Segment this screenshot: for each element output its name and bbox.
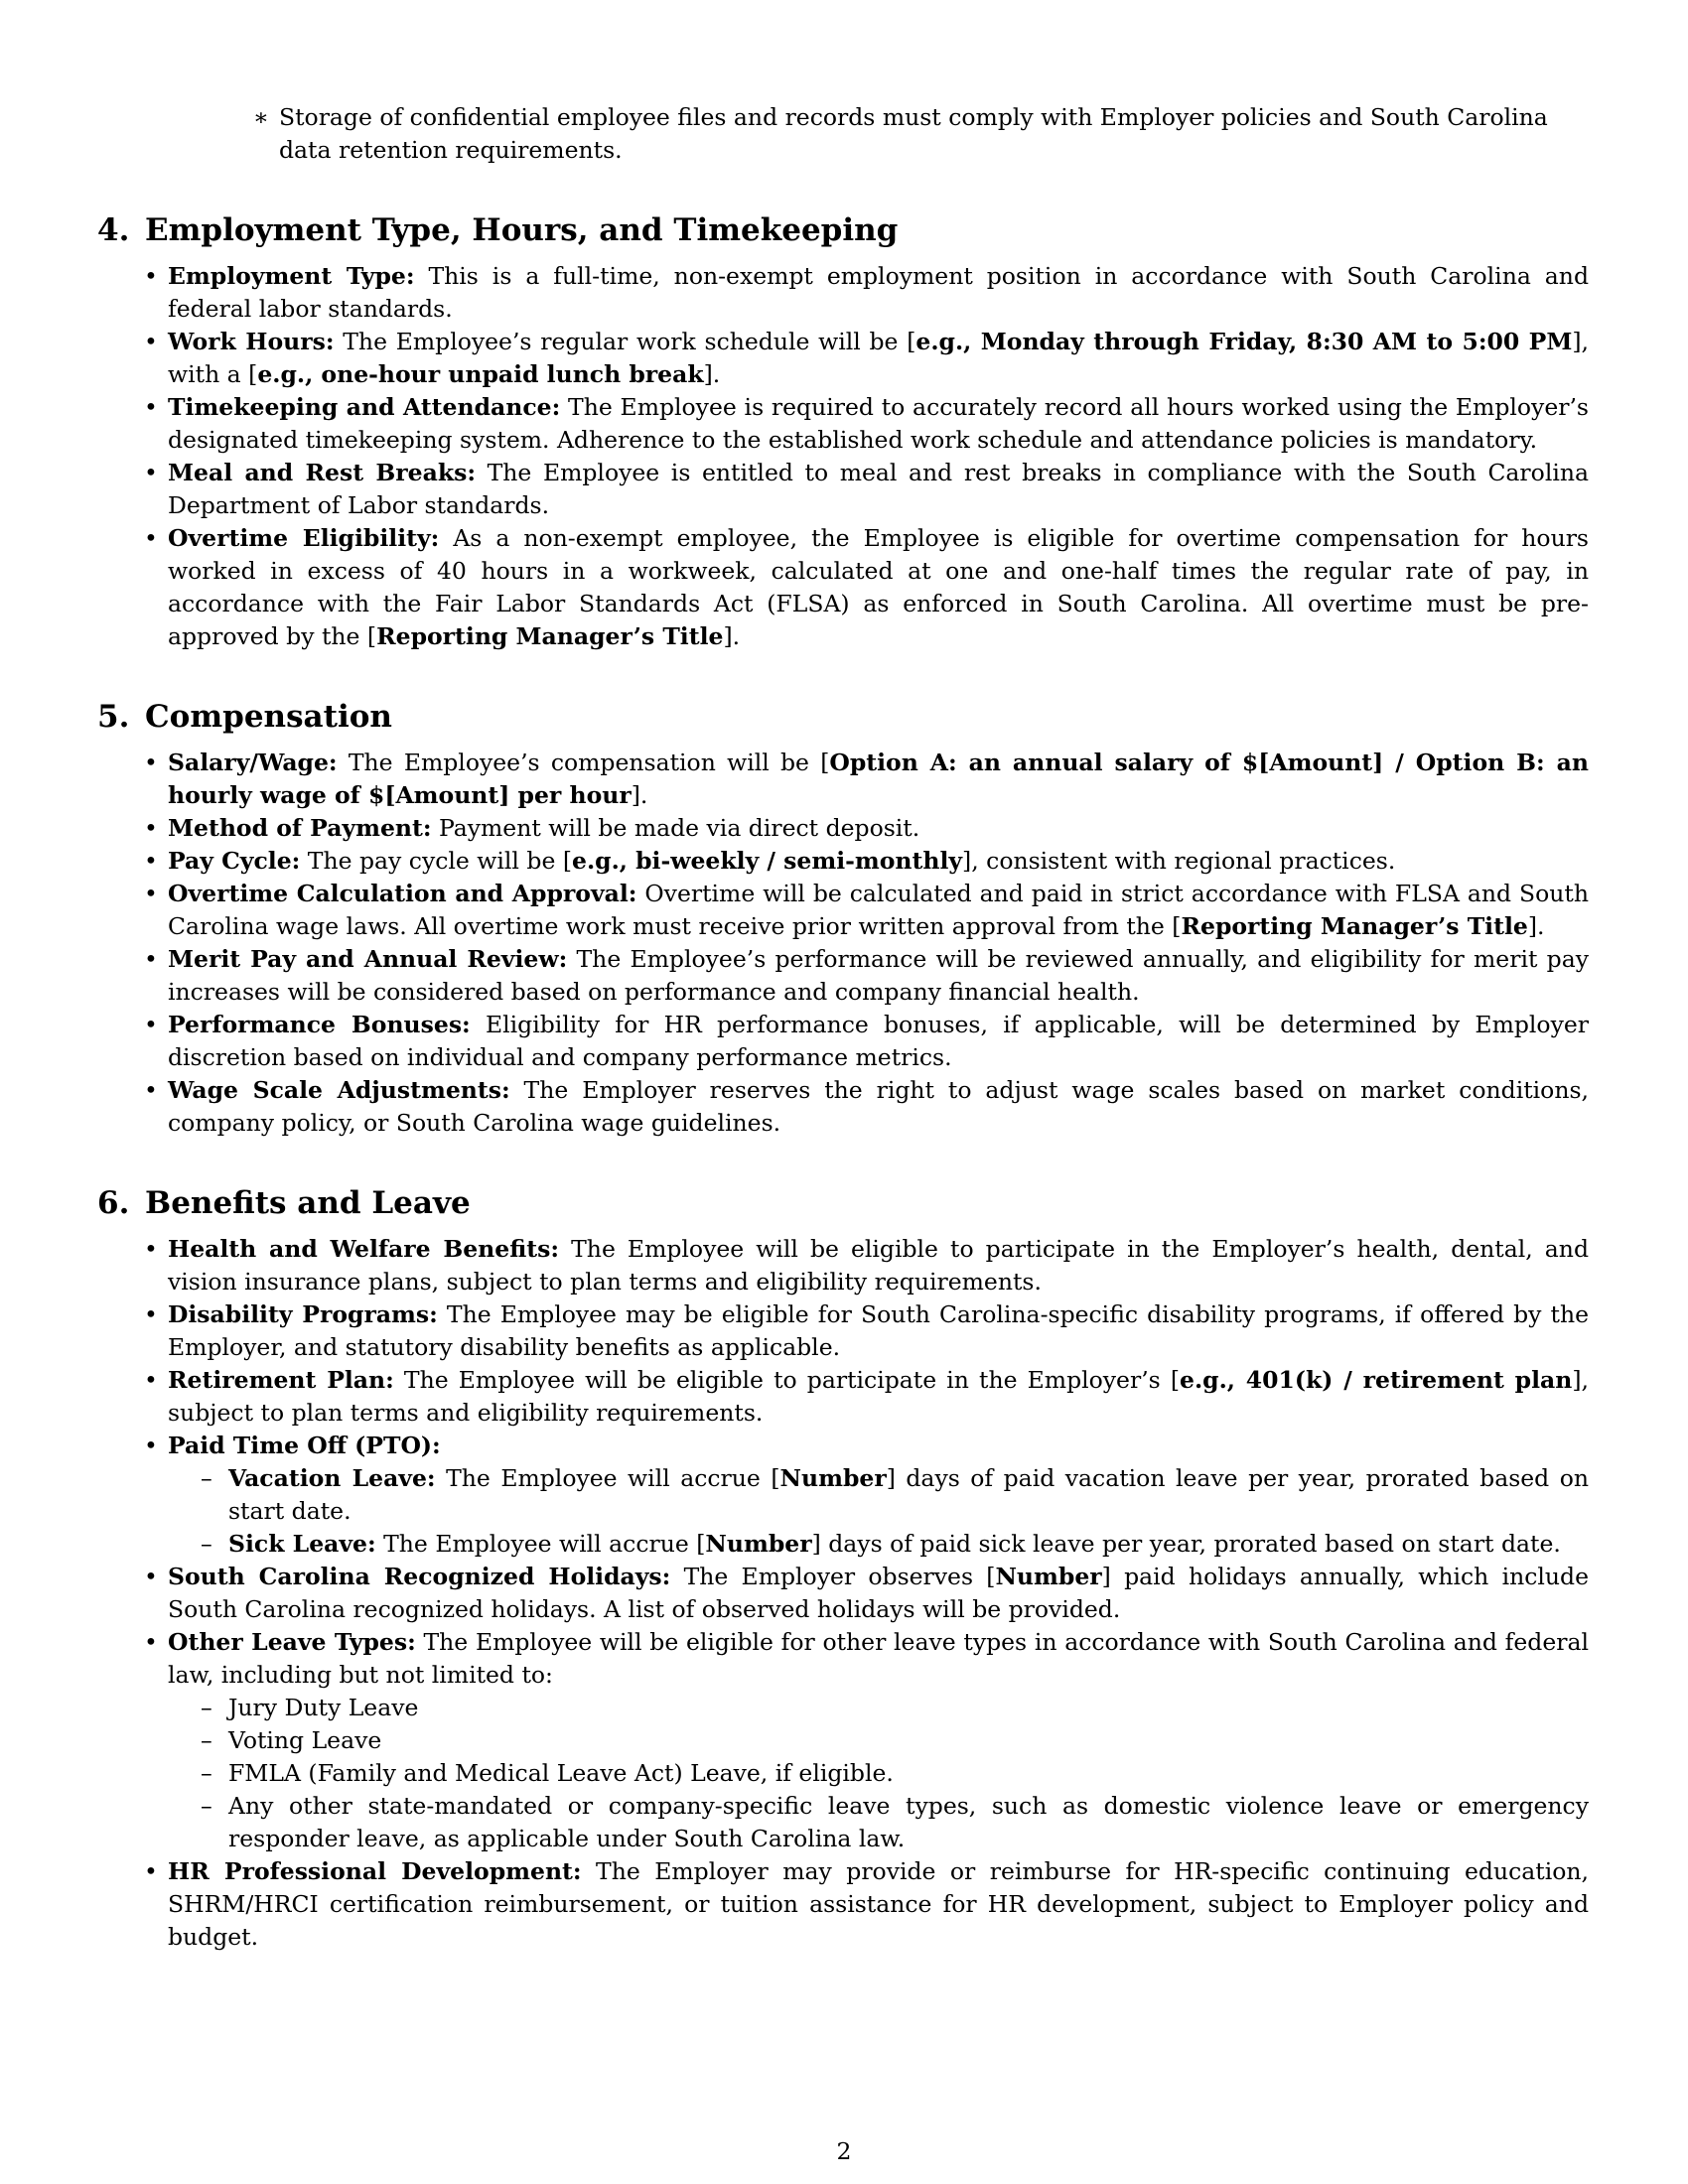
document-body (97, 101, 1589, 1954)
intro-list-item (253, 101, 1589, 167)
list-item: • HR Professional Development: The Employer may provide or reimburse for HR-specific continuing education, SHRM/HRCI certification reimbursement, or tuition assistance for HR development, subject to Employer policy and budget. (168, 1855, 1589, 1954)
sub-list-item: – FMLA (Family and Medical Leave Act) Leave, if eligible. (228, 1757, 1589, 1790)
sub-list-item: – Sick Leave: The Employee will accrue [Number] days of paid sick leave per year, prorated based on start date. (228, 1528, 1589, 1561)
sub-list-item: – Any other state-mandated or company-specific leave types, such as domestic violence leave or emergency responder leave, as applicable under South Carolina law. (228, 1790, 1589, 1855)
list-item: • Paid Time Off (PTO): – Vacation Leave: The Employee will accrue [Number] days of paid vacation leave per year, prorated based on start date. – Sick Leave: The Employee will accrue [Number] days of paid sick leave per year, prorated based on start date. (168, 1430, 1589, 1561)
list-item: • Merit Pay and Annual Review: The Employee’s performance will be reviewed annually, and eligibility for merit pay increases will be considered based on performance and company financial health. (168, 943, 1589, 1009)
list-item: • Health and Welfare Benefits: The Employee will be eligible to participate in the Employer’s health, dental, and vision insurance plans, subject to plan terms and eligibility requirements. (168, 1233, 1589, 1298)
sub-list-item: – Vacation Leave: The Employee will accrue [Number] days of paid vacation leave per year, prorated based on start date. (228, 1462, 1589, 1528)
section-benefits-leave (97, 1183, 1589, 1954)
section-heading: 5. Compensation (97, 699, 392, 735)
section-list (97, 747, 1589, 1140)
list-item: • Method of Payment: Payment will be made via direct deposit. (168, 812, 1589, 845)
intro-text: Storage of confidential employee files and records must comply with Employer policies and South Carolina data retention requirements. (279, 103, 1548, 164)
list-item: • Disability Programs: The Employee may be eligible for South Carolina-specific disability programs, if offered by the Employer, and statutory disability benefits as applicable. (168, 1298, 1589, 1364)
section-list (97, 260, 1589, 653)
page-number: 2 (836, 2137, 852, 2165)
list-item: • Pay Cycle: The pay cycle will be [e.g., bi-weekly / semi-monthly], consistent with regional practices. (168, 845, 1589, 878)
list-item: • Other Leave Types: The Employee will be eligible for other leave types in accordance with South Carolina and federal law, including but not limited to: – Jury Duty Leave – Voting Leave – FMLA (Family and Medical Leave Act) Leave, if eligible. – Any other state-mandated or company-specific leave types, such as domestic violence leave or emergency responder leave, as applicable under South Carolina law. (168, 1626, 1589, 1855)
list-item: • Overtime Eligibility: As a non-exempt employee, the Employee is eligible for overtime compensation for hours worked in excess of 40 hours in a workweek, calculated at one and one-half times the regular rate of pay, in accordance with the Fair Labor Standards Act (FLSA) as enforced in South Carolina. All overtime must be pre-approved by the [Reporting Manager’s Title]. (168, 522, 1589, 653)
sub-list (168, 1462, 1589, 1561)
list-item: • Meal and Rest Breaks: The Employee is entitled to meal and rest breaks in compliance with the South Carolina Department of Labor standards. (168, 457, 1589, 522)
list-item: • Timekeeping and Attendance: The Employee is required to accurately record all hours worked using the Employer’s designated timekeeping system. Adherence to the established work schedule and attendance policies is mandatory. (168, 391, 1589, 457)
section-heading: 6. Benefits and Leave (97, 1185, 471, 1221)
list-item: • Retirement Plan: The Employee will be eligible to participate in the Employer’s [e.g., 401(k) / retirement plan], subject to plan terms and eligibility requirements. (168, 1364, 1589, 1430)
sub-list-item: – Jury Duty Leave (228, 1692, 1589, 1724)
sub-list (168, 1692, 1589, 1855)
section-employment-type (97, 210, 1589, 653)
section-compensation (97, 697, 1589, 1140)
section-list (97, 1233, 1589, 1954)
section-heading: 4. Employment Type, Hours, and Timekeeping (97, 212, 899, 248)
list-item: • Overtime Calculation and Approval: Overtime will be calculated and paid in strict accordance with FLSA and South Carolina wage laws. All overtime work must receive prior written approval from the [Reporting Manager’s Title]. (168, 878, 1589, 943)
list-item: • Performance Bonuses: Eligibility for HR performance bonuses, if applicable, will be determined by Employer discretion based on individual and company performance metrics. (168, 1009, 1589, 1074)
asterisk-bullet: ∗ (253, 103, 269, 131)
list-item: • Salary/Wage: The Employee’s compensation will be [Option A: an annual salary of $[Amount] / Option B: an hourly wage of $[Amount] per hour]. (168, 747, 1589, 812)
list-item: • Employment Type: This is a full-time, non-exempt employment position in accordance with South Carolina and federal labor standards. (168, 260, 1589, 326)
list-item: • Work Hours: The Employee’s regular work schedule will be [e.g., Monday through Friday, 8:30 AM to 5:00 PM], with a [e.g., one-hour unpaid lunch break]. (168, 326, 1589, 391)
list-item: • South Carolina Recognized Holidays: The Employer observes [Number] paid holidays annually, which include South Carolina recognized holidays. A list of observed holidays will be provided. (168, 1561, 1589, 1626)
list-item: • Wage Scale Adjustments: The Employer reserves the right to adjust wage scales based on market conditions, company policy, or South Carolina wage guidelines. (168, 1074, 1589, 1140)
sub-list-item: – Voting Leave (228, 1724, 1589, 1757)
